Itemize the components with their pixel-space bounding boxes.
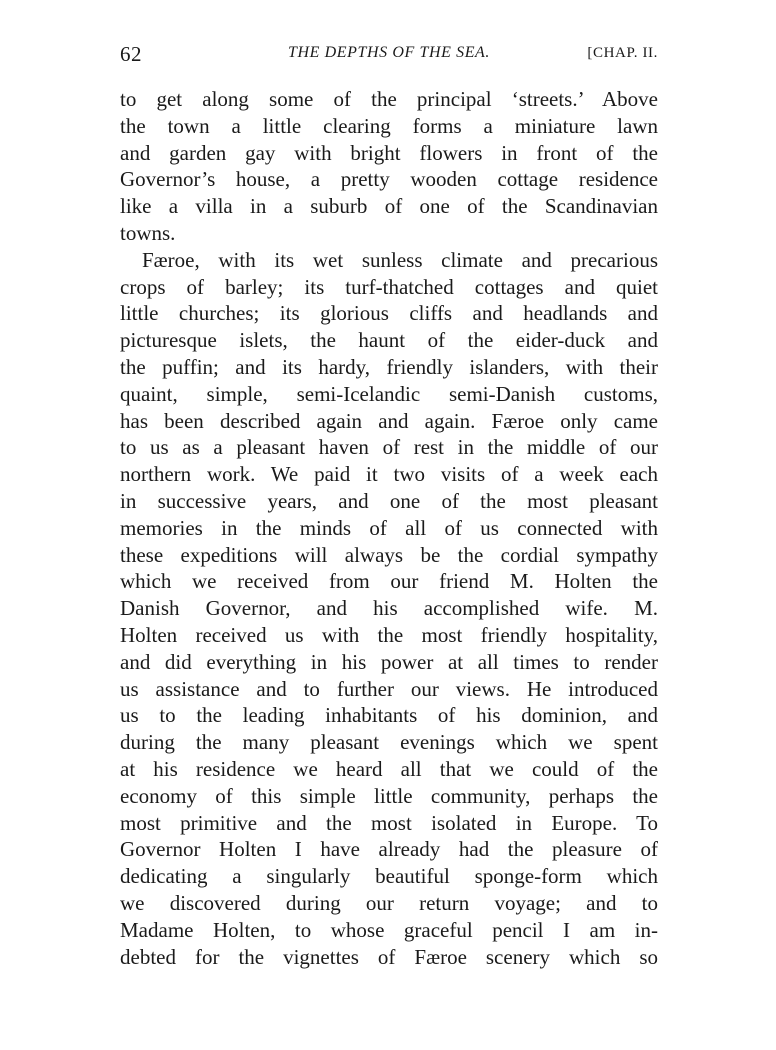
text-line: us assistance and to further our views. He introduced — [120, 676, 658, 701]
text-line: crops of barley; its turf-thatched cottages and quiet — [120, 274, 658, 299]
text-line: Madame Holten, to whose graceful pencil I am in- — [120, 917, 658, 942]
text-line: debted for the vignettes of Færoe scenery which so — [120, 944, 658, 969]
text-line: which we received from our friend M. Holten the — [120, 569, 658, 594]
text-line: Holten received us with the most friendly hospitality, — [120, 622, 658, 647]
text-line: Governor Holten I have already had the pleasure of — [120, 837, 658, 862]
text-line: picturesque islets, the haunt of the eider-duck and — [120, 328, 658, 353]
text-line: Governor’s house, a pretty wooden cottage residence — [120, 167, 658, 192]
text-line: memories in the minds of all of us connected with — [120, 515, 658, 540]
text-line: quaint, simple, semi-Icelandic semi-Danish customs, — [120, 381, 658, 406]
text-line: northern work. We paid it two visits of a week each — [120, 462, 658, 487]
body-text — [120, 86, 658, 970]
paragraph — [120, 86, 658, 247]
text-line: little churches; its glorious cliffs and headlands and — [120, 301, 658, 326]
text-line: and did everything in his power at all times to render — [120, 649, 658, 674]
text-line: to us as a pleasant haven of rest in the middle of our — [120, 435, 658, 460]
text-line: dedicating a singularly beautiful sponge-form which — [120, 864, 658, 889]
text-line: most primitive and the most isolated in Europe. To — [120, 810, 658, 835]
text-line: at his residence we heard all that we could of the — [120, 756, 658, 781]
running-title: THE DEPTHS OF THE SEA. — [287, 44, 491, 61]
text-line: and garden gay with bright flowers in front of the — [120, 140, 658, 165]
text-line: we discovered during our return voyage; and to — [120, 890, 658, 915]
chapter-label: [CHAP. II. — [587, 45, 658, 61]
page-number: 62 — [120, 42, 142, 66]
running-head — [120, 42, 658, 70]
text-line: Danish Governor, and his accomplished wife. M. — [120, 596, 658, 621]
text-line: the town a little clearing forms a miniature lawn — [120, 113, 658, 138]
text-line: these expeditions will always be the cordial sympathy — [120, 542, 658, 567]
text-line: us to the leading inhabitants of his dominion, and — [120, 703, 658, 728]
text-line: in successive years, and one of the most pleasant — [120, 488, 658, 513]
text-line: Færoe, with its wet sunless climate and precarious — [142, 247, 658, 272]
text-line: to get along some of the principal ‘streets.’ Above — [120, 87, 658, 111]
text-line: has been described again and again. Færoe only came — [120, 408, 658, 433]
text-line: the puffin; and its hardy, friendly islanders, with their — [120, 354, 658, 379]
text-line: economy of this simple little community, perhaps the — [120, 783, 658, 808]
text-line: during the many pleasant evenings which we spent — [120, 730, 658, 755]
text-line: towns. — [120, 220, 176, 245]
paragraph — [120, 247, 658, 971]
text-line: like a villa in a suburb of one of the Scandinavian — [120, 194, 658, 219]
